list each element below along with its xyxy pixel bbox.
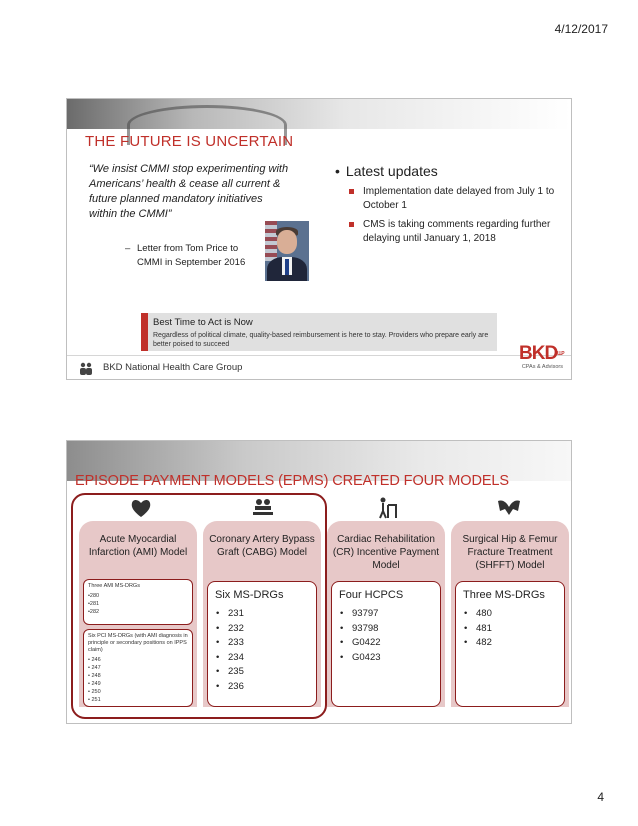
list-item: Implementation date delayed from July 1 to October 1 [349,185,559,213]
list-item: • 247 [88,665,101,671]
list-item: • 93797 [340,608,379,619]
list-item: • 232 [216,622,244,634]
column-cabg-model [203,521,321,707]
slide-title: EPISODE PAYMENT MODELS (EPMS) CREATED FOUR MODELS [75,473,509,489]
list-item: • 480 [464,608,492,619]
slide-footer [67,355,571,379]
slide-title: THE FUTURE IS UNCERTAIN [85,133,294,150]
updates-heading: • Latest updates [335,163,438,179]
pci-drg-box: Six PCI MS-DRGs (with AMI diagnosis in principle or secondary positions on IPPS claim) • 246 • 247 • 248 • 249 • 250 • 251 [83,629,193,707]
list-item: CMS is taking comments regarding further delaying until January 1, 2018 [349,218,559,246]
heart-icon [129,497,153,519]
shfft-drg-box: Three MS-DRGs • 480 • 481 • 482 [455,581,565,707]
cr-hcpcs-box: Four HCPCS • 93797 • 93798 • G0422 • G0423 [331,581,441,707]
callout-heading: Best Time to Act is Now [153,317,253,328]
column-heading: Acute Myocardial Infarction (AMI) Model [88,534,188,558]
list-item: • 93798 [340,622,379,634]
list-item: • G0422 [340,637,381,648]
quote-attribution: – Letter from Tom Price to CMMI in September 2016 [125,243,246,268]
list-item: • 250 [88,689,101,695]
list-item: • 248 [88,673,101,679]
list-item: • 236 [216,680,244,692]
page-date: 4/12/2017 [554,22,608,36]
column-heading: Coronary Artery Bypass Graft (CABG) Model [209,534,315,558]
list-item: • 234 [216,651,244,663]
list-item: • G0423 [340,651,381,663]
list-item: •280 [88,593,100,599]
list-item: • 233 [216,637,244,648]
callout-box [141,313,497,351]
updates-list [349,185,559,251]
list-item: •281 [88,601,100,607]
cabg-drg-box: Six MS-DRGs • 231 • 232 • 233 • 234 • 235 • 236 [207,581,317,707]
list-item: • 481 [464,622,492,634]
callout-body: Regardless of political climate, quality-based reimbursement is here to stay. Providers who prepare early are better poised to succeed [153,332,489,348]
ami-drg-box: Three AMI MS-DRGs •280 •281 •282 [83,579,193,625]
list-item: •282 [88,609,100,615]
column-ami-model [79,521,197,707]
people-icon [79,362,93,375]
list-item: • 231 [216,608,244,619]
quote-text: “We insist CMMI stop experimenting with Americans’ health & cease all current & future planned mandatory initiatives within the CMMI” [89,163,289,220]
list-item: • 235 [216,666,244,677]
list-item: • 251 [88,697,101,703]
list-item: • 249 [88,681,101,687]
slide-epm-models [66,440,572,724]
list-item: • 246 [88,657,101,663]
list-item: • 482 [464,637,492,648]
column-cr-model [327,521,445,707]
column-heading: Surgical Hip & Femur Fracture Treatment (SHFFT) Model [462,534,558,571]
square-bullet-icon [349,189,354,194]
walker-icon [375,497,399,519]
bkd-logo: $BKD^{LLP}$ CPAs & Advisors [519,343,564,370]
square-bullet-icon [349,222,354,227]
column-heading: Cardiac Rehabilitation (CR) Incentive Payment Model [332,534,440,571]
pelvis-icon [495,497,523,519]
surgery-icon [251,497,275,519]
page-number: 4 [597,790,604,804]
footer-group-name: BKD National Health Care Group [103,362,243,373]
header-banner-image [67,99,571,129]
portrait-photo [265,221,309,281]
slide-future-uncertain [66,98,572,380]
column-shfft-model [451,521,569,707]
